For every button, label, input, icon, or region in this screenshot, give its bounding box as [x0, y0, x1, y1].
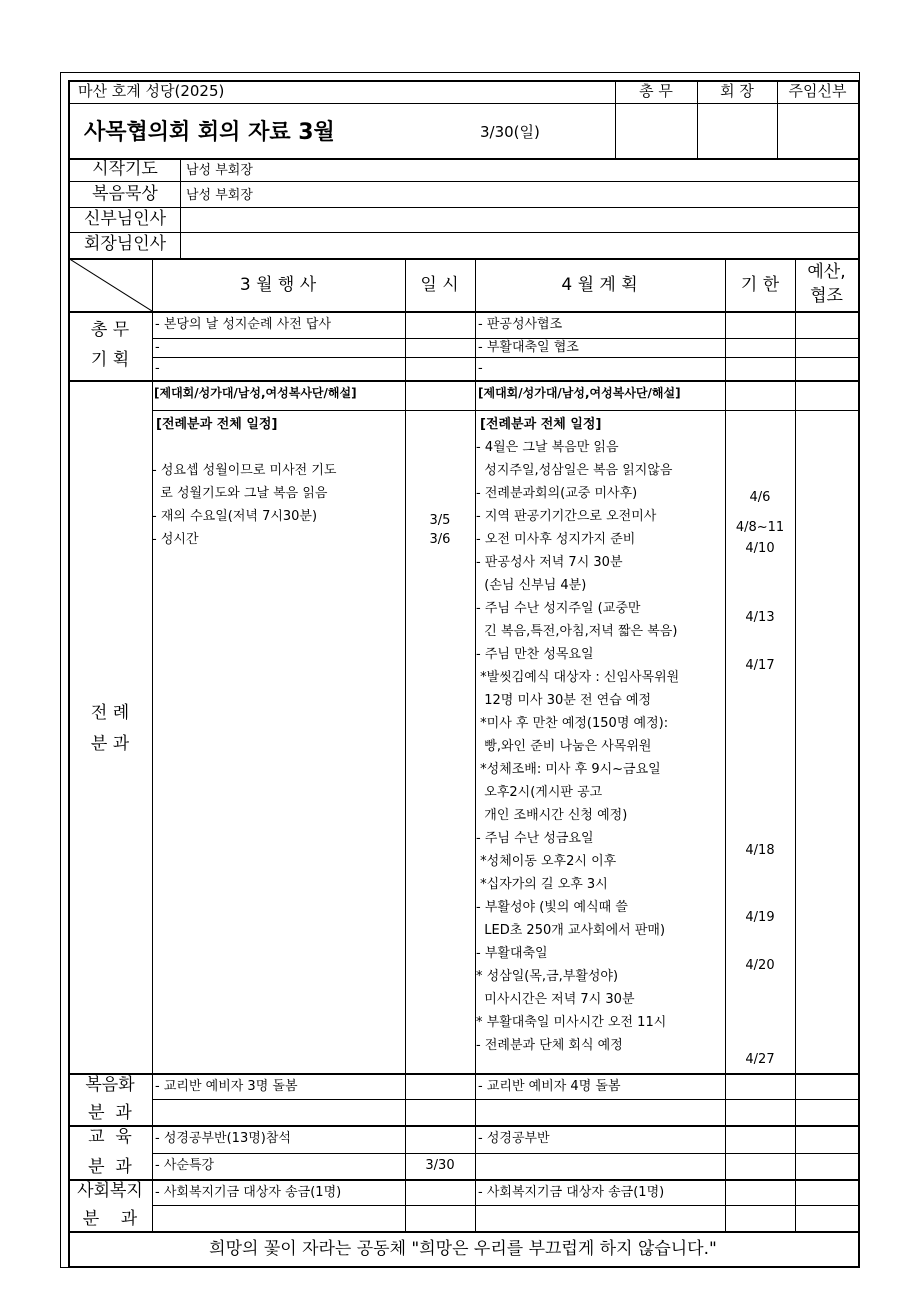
- liturgy-april-date: 4/13: [745, 610, 775, 625]
- general-april-item: -: [478, 361, 483, 376]
- liturgy-april-line: 긴 복음,특전,아침,저녁 짧은 복음): [476, 624, 678, 639]
- section-line: [68, 380, 859, 382]
- liturgy-april-date: 4/17: [745, 658, 775, 673]
- liturgy-april-line: 개인 조배시간 신청 예정): [476, 808, 628, 823]
- welfare-label-line1: 사회복지: [77, 1181, 143, 1201]
- info-row-line: [68, 258, 859, 260]
- liturgy-group-march: [제대회/성가대/남성,여성복사단/해설]: [154, 386, 357, 400]
- general-march-item: - 본당의 날 성지순례 사전 답사: [155, 317, 332, 332]
- approval-label-pastor: 주임신부: [788, 82, 847, 100]
- info-row-line: [68, 232, 859, 233]
- liturgy-april-title: [전례분과 전체 일정]: [480, 417, 602, 432]
- liturgy-april-line: 12명 미사 30분 전 연습 예정: [476, 693, 652, 708]
- header-bottom-line: [68, 158, 859, 160]
- liturgy-group-april: [제대회/성가대/남성,여성복사단/해설]: [478, 386, 681, 400]
- info-divider: [180, 158, 181, 258]
- org-name: 마산 호계 성당(2025): [78, 82, 225, 100]
- page-title: 사목협의회 회의 자료 3월: [84, 120, 335, 145]
- liturgy-april-line: *미사 후 만찬 예정(150명 예정):: [476, 716, 669, 731]
- col-divider: [795, 258, 796, 1231]
- info-label: 회장님인사: [83, 234, 167, 254]
- general-march-item: -: [155, 340, 160, 355]
- section-line: [68, 1179, 859, 1181]
- liturgy-april-line: - 전례분과 단체 회식 예정: [476, 1038, 623, 1053]
- approval-label-secretary: 총 무: [639, 82, 673, 100]
- liturgy-april-line: 미사시간은 저녁 7시 30분: [476, 992, 635, 1007]
- liturgy-april-line: * 부활대축일 미사시간 오전 11시: [476, 1015, 667, 1030]
- liturgy-april-line: - 부활대축일: [476, 946, 548, 961]
- liturgy-april-date: 4/18: [745, 843, 775, 858]
- liturgy-april-line: LED초 250개 교사회에서 판매): [476, 923, 666, 938]
- gospel-label-line1: 복음화: [85, 1075, 135, 1095]
- liturgy-label-line1: 전 례: [90, 703, 130, 723]
- education-time: 3/30: [425, 1158, 455, 1173]
- column-budget-line2: 협조: [810, 286, 843, 306]
- liturgy-april-line: 오후2시(게시판 공고: [476, 785, 603, 800]
- footer-motto: 희망의 꽃이 자라는 공동체 "희망은 우리를 부끄럽게 하지 않습니다.": [209, 1239, 717, 1259]
- liturgy-march-line: - 성요셉 성월이므로 미사전 기도: [152, 463, 337, 478]
- approval-label-president: 회 장: [720, 82, 754, 100]
- gospel-march: - 교리반 예비자 3명 돌봄: [155, 1079, 298, 1094]
- column-april: 4 월 계 획: [561, 275, 638, 295]
- liturgy-april-date: 4/20: [745, 958, 775, 973]
- liturgy-april-line: - 4월은 그날 복음만 읽음: [476, 440, 619, 455]
- col-divider: [405, 258, 406, 1231]
- liturgy-march-title: [전례분과 전체 일정]: [156, 417, 278, 432]
- liturgy-april-date: 4/19: [745, 910, 775, 925]
- section-line: [68, 1125, 859, 1127]
- meeting-date: 3/30(일): [480, 123, 540, 141]
- liturgy-april-line: *십자가의 길 오후 3시: [476, 877, 608, 892]
- info-label: 시작기도: [92, 159, 158, 179]
- liturgy-april-line: - 지역 판공기기간으로 오전미사: [476, 509, 657, 524]
- column-march: 3 월 행 사: [239, 275, 317, 295]
- general-april-item: - 판공성사협조: [478, 317, 563, 332]
- section-line: [68, 1231, 859, 1233]
- liturgy-april-line: - 주님 수난 성지주일 (교중만: [476, 601, 641, 616]
- info-value: 남성 부회장: [186, 163, 253, 178]
- row-line: [152, 1099, 859, 1100]
- info-label: 신부님인사: [83, 209, 167, 229]
- column-header-line: [68, 311, 859, 313]
- liturgy-april-line: 빵,와인 준비 나눔은 사목위원: [476, 739, 652, 754]
- info-value: 남성 부회장: [186, 188, 253, 203]
- welfare-label-line2: 분 과: [82, 1209, 138, 1229]
- liturgy-april-line: - 오전 미사후 성지가지 준비: [476, 532, 636, 547]
- gospel-label-line2: 분 과: [88, 1103, 132, 1123]
- info-row-line: [68, 207, 859, 208]
- liturgy-april-line: 성지주일,성삼일은 복음 읽지않음: [476, 463, 673, 478]
- liturgy-april-date: 4/10: [745, 541, 775, 556]
- column-time: 일 시: [420, 275, 459, 295]
- education-label-line1: 교 육: [88, 1127, 132, 1147]
- row-line: [152, 1205, 859, 1206]
- education-march: - 성경공부반(13명)참석: [155, 1131, 291, 1146]
- corner-diagonal: [68, 258, 152, 311]
- welfare-march: - 사회복지기금 대상자 송금(1명): [155, 1185, 342, 1200]
- general-label-line1: 총 무: [90, 320, 130, 340]
- liturgy-march-date: 3/5: [429, 513, 451, 528]
- liturgy-april-line: - 주님 만찬 성목요일: [476, 647, 594, 662]
- col-divider: [152, 258, 153, 1231]
- general-march-item: -: [155, 361, 160, 376]
- section-line: [68, 1073, 859, 1075]
- liturgy-april-line: - 판공성사 저녁 7시 30분: [476, 555, 623, 570]
- liturgy-april-line: * 성삼일(목,금,부활성야): [476, 969, 619, 984]
- liturgy-march-date: 3/6: [429, 532, 451, 547]
- education-april: - 성경공부반: [478, 1131, 550, 1146]
- row-line: [152, 357, 859, 358]
- liturgy-april-date: 4/6: [749, 490, 771, 505]
- footer-line: [68, 1266, 859, 1268]
- column-deadline: 기 한: [740, 275, 780, 295]
- liturgy-april-line: - 주님 수난 성금요일: [476, 831, 594, 846]
- general-april-item: - 부활대축일 협조: [478, 340, 579, 355]
- liturgy-april-date: 4/8~11: [735, 520, 785, 535]
- liturgy-april-line: - 부활성야 (빛의 예식때 쓸: [476, 900, 628, 915]
- column-budget-line1: 예산,: [807, 262, 846, 282]
- info-label: 복음묵상: [92, 184, 158, 204]
- education-march: - 사순특강: [155, 1158, 215, 1173]
- info-row-line: [68, 181, 859, 182]
- liturgy-april-line: *성체조배: 미사 후 9시~금요일: [476, 762, 661, 777]
- row-line: [152, 410, 859, 411]
- education-label-line2: 분 과: [88, 1157, 132, 1177]
- col-divider: [725, 258, 726, 1231]
- row-line: [152, 338, 859, 339]
- general-label-line2: 기 획: [90, 350, 130, 370]
- liturgy-label-line2: 분 과: [90, 734, 130, 754]
- liturgy-april-line: *발씻김예식 대상자 : 신임사목위원: [476, 670, 680, 685]
- liturgy-april-line: (손님 신부님 4분): [476, 578, 587, 593]
- liturgy-march-line: - 성시간: [152, 532, 199, 547]
- header-mid-line: [68, 103, 859, 104]
- welfare-april: - 사회복지기금 대상자 송금(1명): [478, 1185, 665, 1200]
- liturgy-march-line: 로 성월기도와 그날 복음 읽음: [152, 486, 328, 501]
- gospel-april: - 교리반 예비자 4명 돌봄: [478, 1079, 621, 1094]
- liturgy-april-line: - 전례분과회의(교중 미사후): [476, 486, 638, 501]
- liturgy-april-line: *성체이동 오후2시 이후: [476, 854, 617, 869]
- liturgy-march-line: - 재의 수요일(저녁 7시30분): [152, 509, 318, 524]
- liturgy-april-date: 4/27: [745, 1052, 775, 1067]
- row-line: [152, 1153, 859, 1154]
